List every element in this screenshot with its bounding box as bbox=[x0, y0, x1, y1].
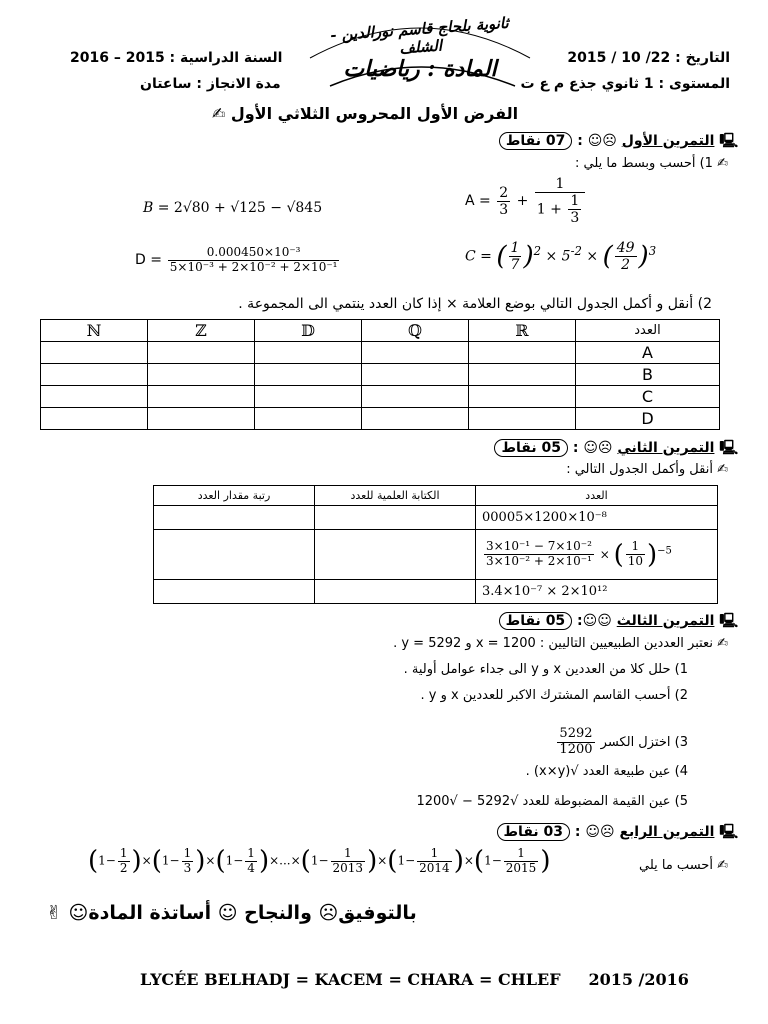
computer-icon: 🖳 bbox=[719, 824, 738, 840]
col-order: رتبة مقدار العدد bbox=[154, 486, 315, 506]
scientific-table-header bbox=[154, 486, 718, 506]
computer-icon: 🖳 bbox=[719, 133, 738, 149]
smile-icon: ☹☺ bbox=[585, 824, 615, 840]
ex4-product: (1− $\frac{1}{2}$ )×(1− $\frac{1}{3}$ )×(1− $\frac{1}{4}$ )×...×(1− $\frac{1}{2013}$ )×(1− $\frac{1}{2014}$ )×(1− $\frac{1}{2015}$ ) bbox=[88, 845, 551, 876]
exam-title: الفرض الأول المحروس الثلاثي الأول ✍ bbox=[211, 104, 519, 123]
ex4-heading: 🖳 التمرين الرابع ☹☺ : 03 نقاط bbox=[497, 821, 738, 845]
table-row: 3.4×10⁻⁷ × 2×10¹² bbox=[154, 580, 718, 604]
ex2-points: 05 نقاط bbox=[494, 439, 568, 457]
col-number: العدد bbox=[576, 320, 720, 342]
ex1-q1: ✍ 1) أحسب وبسط ما يلي : bbox=[575, 156, 728, 171]
ex3-q5: 5) عين القيمة المضبوطة للعدد √5292 − √1200 bbox=[416, 794, 688, 809]
header-date: التاريخ : 22/ 10 / 2015 bbox=[567, 50, 730, 66]
col-R: ℝ bbox=[469, 320, 576, 342]
table-row: D bbox=[41, 408, 720, 430]
table-row: 00005×1200×10⁻⁸ bbox=[154, 506, 718, 530]
ex4-instruction: ✍ أحسب ما يلي bbox=[638, 858, 728, 873]
ex3-q1: 1) حلل كلا من العددين x و y الى جداء عوامل أولية . bbox=[403, 662, 688, 677]
footer-school: LYCÉE BELHADJ = KACEM = CHARA = CHLEF 2015 /2016 bbox=[140, 970, 689, 989]
closing-wishes: بالتوفيق☹ والنجاح ☺ أساتذة المادة☺ ✌ bbox=[46, 902, 417, 924]
logo-school-name: ثانوية بلحاج قاسم نورالدين - الشلف bbox=[329, 13, 510, 58]
ex3-q2: 2) أحسب القاسم المشترك الاكبر للعددين x و y . bbox=[420, 688, 688, 703]
pen-icon: ✍ bbox=[717, 858, 728, 873]
header-level: المستوى : 1 ثانوي جذع م ع ت bbox=[520, 76, 730, 92]
victory-hand-icon: ✌ bbox=[46, 902, 62, 924]
table-row: B bbox=[41, 364, 720, 386]
scientific-table bbox=[153, 485, 718, 604]
computer-icon: 🖳 bbox=[719, 440, 738, 456]
table-row: $\frac{\text{3×10⁻¹ − 7×10⁻²}}{\text{3×10⁻² + 2×10⁻¹}}$ × ( $\frac{1}{10}$ )$^{-5}$ bbox=[154, 530, 718, 580]
table-row: A bbox=[41, 342, 720, 364]
ex3-q3: 3) اختزل الكسر $\frac{5292}{1200}$ bbox=[559, 726, 688, 757]
header-school-year: السنة الدراسية : 2015 – 2016 bbox=[70, 50, 283, 66]
expr-C: C = ( $\frac{1}{7}$ )$^2 \times 5^{-2}$ × ( $\frac{49}{2}$ )$^3$ bbox=[465, 240, 657, 274]
expr-D: D = $\frac{\text{0.000450×10⁻³}}{\text{5×10⁻³ + 2×10⁻² + 2×10⁻¹}}$ bbox=[135, 245, 338, 274]
sets-table bbox=[40, 319, 720, 430]
ex2-heading: 🖳 التمرين الثاني ☹☺ : 05 نقاط bbox=[494, 437, 738, 461]
ex3-heading: 🖳 التمرين الثالث ☺☺: 05 نقاط bbox=[499, 610, 738, 634]
school-logo bbox=[290, 8, 550, 104]
ex2-instruction: ✍ أنقل وأكمل الجدول التالي : bbox=[566, 462, 728, 477]
ex1-q2: 2) أنقل و أكمل الجدول التالي بوضع العلامة × إذا كان العدد ينتمي الى المجموعة . bbox=[238, 296, 712, 312]
col-N: ℕ bbox=[41, 320, 148, 342]
pen-icon: ✍ bbox=[211, 104, 226, 123]
ex1-points: 07 نقاط bbox=[499, 132, 573, 150]
expr-A: A = $\frac{2}{3}$ + 1 1 + $\frac{1}{3}$ bbox=[465, 176, 587, 226]
smile-icon: ☹☺ bbox=[587, 133, 617, 149]
ex4-points: 03 نقاط bbox=[497, 823, 571, 841]
pen-icon: ✍ bbox=[717, 636, 728, 651]
col-Q: ℚ bbox=[362, 320, 469, 342]
sets-table-header bbox=[41, 320, 720, 342]
ex3-intro: ✍ نعتبر العددين الطبيعيين التاليين : x = 1200 و y = 5292 . bbox=[393, 636, 728, 651]
ex1-heading: 🖳 التمرين الأول ☹☺ : 07 نقاط bbox=[499, 130, 738, 154]
table-row: C bbox=[41, 386, 720, 408]
pen-icon: ✍ bbox=[717, 462, 728, 477]
expr-B: B = 2√80 + √125 − √845 bbox=[143, 200, 323, 216]
col-Z: ℤ bbox=[148, 320, 255, 342]
ex3-points: 05 نقاط bbox=[499, 612, 573, 630]
col-D: 𝔻 bbox=[255, 320, 362, 342]
col-number: العدد bbox=[476, 486, 718, 506]
pen-icon: ✍ bbox=[717, 156, 728, 171]
ex3-q4: 4) عين طبيعة العدد √(x×y) . bbox=[525, 764, 688, 779]
smile-icon: ☹☺ bbox=[583, 440, 613, 456]
logo-subject: المادة : رياضيات bbox=[343, 56, 497, 82]
computer-icon: 🖳 bbox=[719, 613, 738, 629]
smile-icon: ☺☺ bbox=[582, 613, 612, 629]
col-scientific: الكتابة العلمية للعدد bbox=[315, 486, 476, 506]
header-duration: مدة الانجاز : ساعتان bbox=[140, 76, 281, 92]
